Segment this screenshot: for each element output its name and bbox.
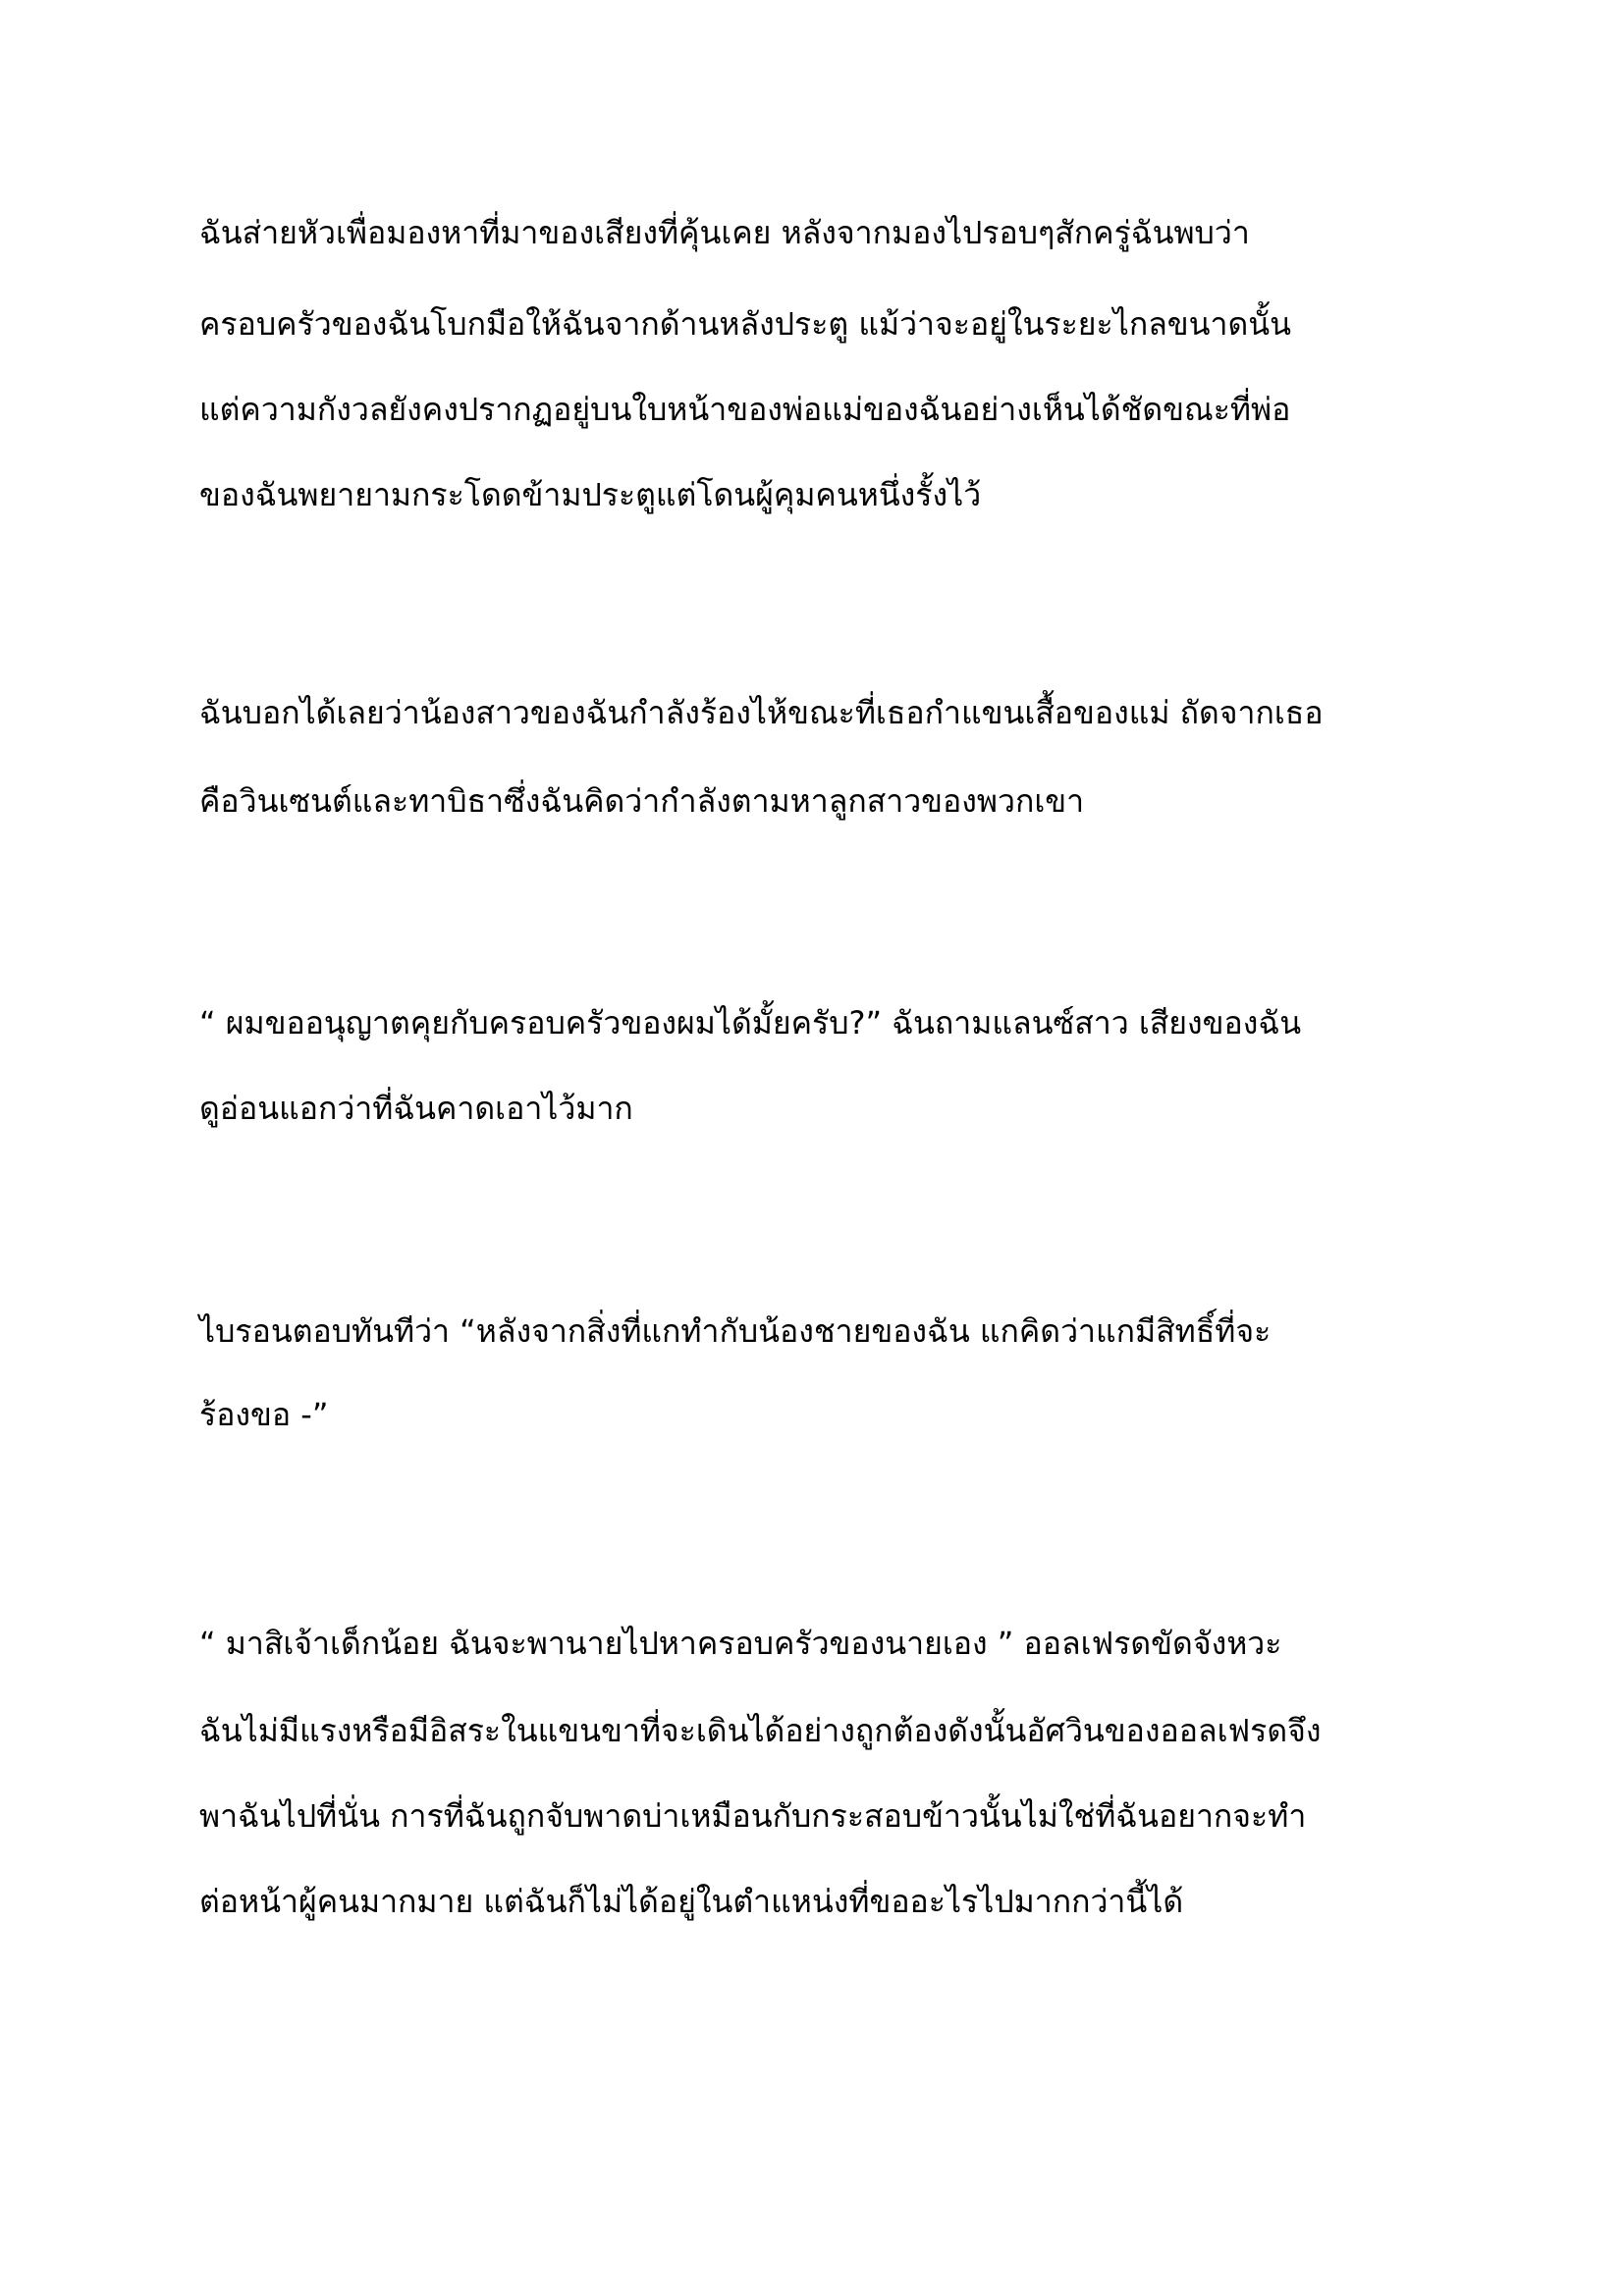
paragraph-1-line-4: ของฉันพยายามกระโดดข้ามประตูแต่โดนผู้คุมคนหนึ่งรั้งไว้ xyxy=(199,476,982,513)
paragraph-1-line-3: แต่ความกังวลยังคงปรากฏอยู่บนใบหน้าของพ่อแม่ของฉันอย่างเห็นได้ชัดขณะที่พ่อ xyxy=(199,391,1291,428)
paragraph-3-line-2: ดูอ่อนแอกว่าที่ฉันคาดเอาไว้มาก xyxy=(199,1090,633,1127)
paragraph-1-line-1: ฉันส่ายหัวเพื่อมองหาที่มาของเสียงที่คุ้นเคย หลังจากมองไปรอบๆสักครู่ฉันพบว่า xyxy=(199,214,1250,251)
paragraph-5-line-2: ฉันไม่มีแรงหรือมีอิสระในแขนขาที่จะเดินได้อย่างถูกต้องดังนั้นอัศวินของออลเฟรดจึง xyxy=(199,1712,1322,1749)
paragraph-3-line-1: “ ผมขออนุญาตคุยกับครอบครัวของผมได้มั้ยครับ?” ฉันถามแลนซ์สาว เสียงของฉัน xyxy=(199,1004,1302,1041)
paragraph-5-line-4: ต่อหน้าผู้คนมากมาย แต่ฉันก็ไม่ได้อยู่ในตำแหน่งที่ขออะไรไปมากกว่านี้ได้ xyxy=(199,1883,1184,1920)
paragraph-4-line-2: ร้องขอ -” xyxy=(199,1396,329,1433)
paragraph-1-line-2: ครอบครัวของฉันโบกมือให้ฉันจากด้านหลังประตู แม้ว่าจะอยู่ในระยะไกลขนาดนั้น xyxy=(199,305,1292,343)
paragraph-5-line-3: พาฉันไปที่นั่น การที่ฉันถูกจับพาดบ่าเหมือนกับกระสอบข้าวนั้นไม่ใช่ที่ฉันอยากจะทำ xyxy=(199,1797,1307,1835)
paragraph-4-line-1: ไบรอนตอบทันทีว่า “หลังจากสิ่งที่แกทำกับน้องชายของฉัน แกคิดว่าแกมีสิทธิ์ที่จะ xyxy=(199,1312,1272,1350)
paragraph-5-line-1: “ มาสิเจ้าเด็กน้อย ฉันจะพานายไปหาครอบครัวของนายเอง ” ออลเฟรดขัดจังหวะ xyxy=(199,1625,1282,1662)
paragraph-2-line-1: ฉันบอกได้เลยว่าน้องสาวของฉันกำลังร้องไห้ขณะที่เธอกำแขนเสื้อของแม่ ถัดจากเธอ xyxy=(199,694,1324,731)
paragraph-2-line-2: คือวินเซนต์และทาบิธาซึ่งฉันคิดว่ากำลังตามหาลูกสาวของพวกเขา xyxy=(199,782,1085,820)
